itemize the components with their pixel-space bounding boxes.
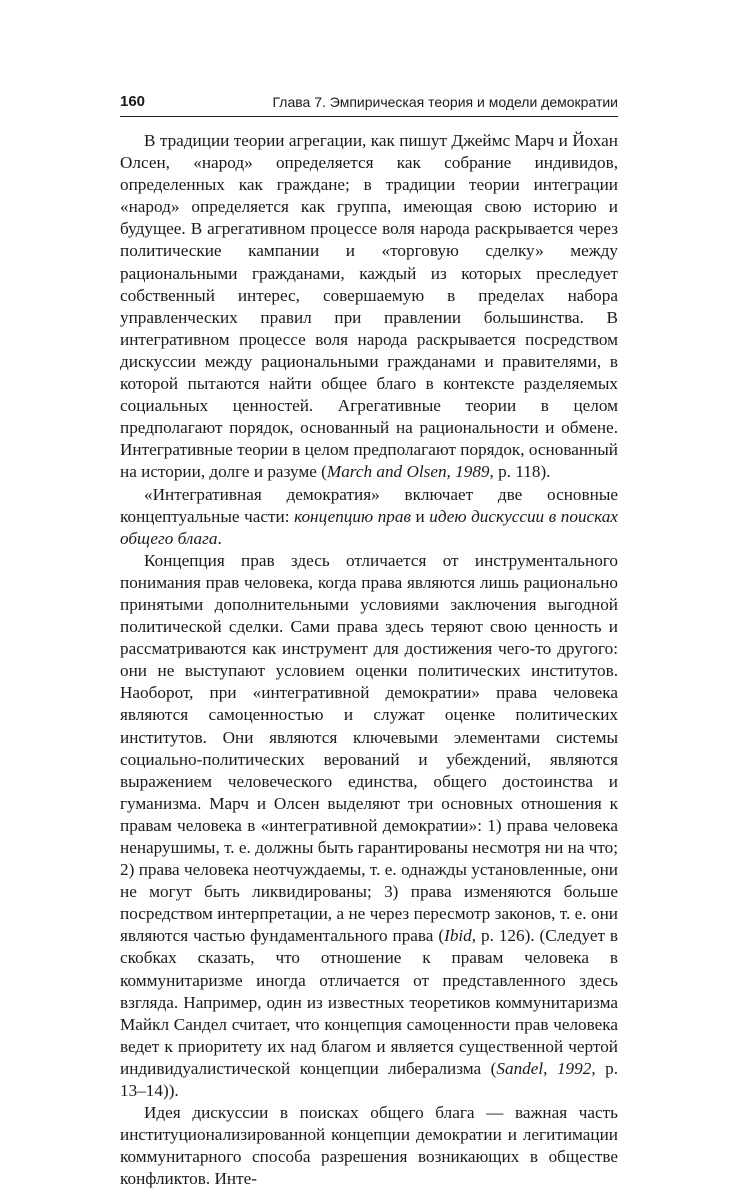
paragraph-1 (120, 130, 618, 484)
text-segment: , p. 126). (Следует в скобках сказать, что отношение к правам человека в коммунитаризме иногда отличается от представленного здесь взгляда. Например, один из известных теоретиков коммунитаризма Майкл Сандел считает, что концепция самоценности прав человека ведет к приоритету их над благом и является существенной чертой индивидуалистической концепции либерализма ( (120, 926, 618, 1078)
citation: Ibid (444, 926, 472, 946)
page-header (120, 92, 618, 117)
citation: March and Olsen, 1989 (326, 462, 490, 482)
paragraph-2 (120, 484, 618, 550)
citation: Sandel, 1992 (496, 1058, 592, 1078)
text-segment: Концепция прав здесь отличается от инструментального понимания прав человека, когда права являются лишь рационально принятыми дополнительными условиями заключения выгодной политической сделки. Сами права здесь теряют свою ценность и рассматриваются как инструмент для достижения чего-то другого: они не выступают условием оценки политических институтов. Наоборот, при «интегративной демократии» права человека являются самоценностью и служат оценке политических институтов. Они являются ключевыми элементами системы социально-политических верований и убеждений, являются выражением человеческого единства, общего достоинства и гуманизма. Марч и Олсен выделяют три основных отношения к правам человека в «интегративной демократии»: 1) права человека ненарушимы, т. е. должны быть гарантированы несмотря ни на что; 2) права человека неотчуждаемы, т. е. однажды установленные, они не могут быть ликвидированы; 3) права изменяются больше посредством интерпретации, а не через пересмотр законов, т. е. они являются частью фундаментального права ( (120, 550, 618, 946)
paragraph-3 (120, 550, 618, 1102)
text-segment: Идея дискуссии в поисках общего блага — важная часть институционализированной концепции демократии и легитимации коммунитарного способа разрешения возникающих в обществе конфликтов. Инте- (120, 1103, 618, 1189)
running-head: Глава 7. Эмпирическая теория и модели демократии (272, 94, 618, 110)
body-text (120, 130, 618, 1191)
text-segment: . (217, 528, 222, 548)
text-segment: В традиции теории агрегации, как пишут Джеймс Марч и Йохан Олсен, «народ» определяется как собрание индивидов, определенных как граждане; в традиции теории интеграции «народ» определяется как группа, имеющая свою историю и будущее. В агрегативном процессе воля народа раскрывается через политические кампании и «торговую сделку» между рациональными гражданами, каждый из которых преследует собственный интерес, совершаемую в пределах набора управленческих правил при правлении большинства. В интегративном процессе воля народа раскрывается посредством дискуссии между рациональными гражданами и правителями, в которой пытаются найти общее благо в контексте разделяемых социальных ценностей. Агрегативные теории в целом предполагают порядок, основанный на рациональности и обмене. Интегративные теории в целом предполагают порядок, основанный на истории, долге и разуме ( (120, 131, 618, 482)
text-segment: , p. 118). (489, 462, 551, 482)
page-number: 160 (120, 93, 146, 110)
text-segment: и (410, 506, 430, 526)
text-segment: «Интегративная демократия» включает две основные концептуальные части: (120, 484, 618, 526)
text-segment: , p. 13–14)). (120, 1058, 619, 1101)
emphasis: идею дискуссии в поисках общего блага (120, 506, 618, 548)
emphasis: концепцию прав (294, 506, 411, 526)
paragraph-4 (120, 1102, 618, 1190)
